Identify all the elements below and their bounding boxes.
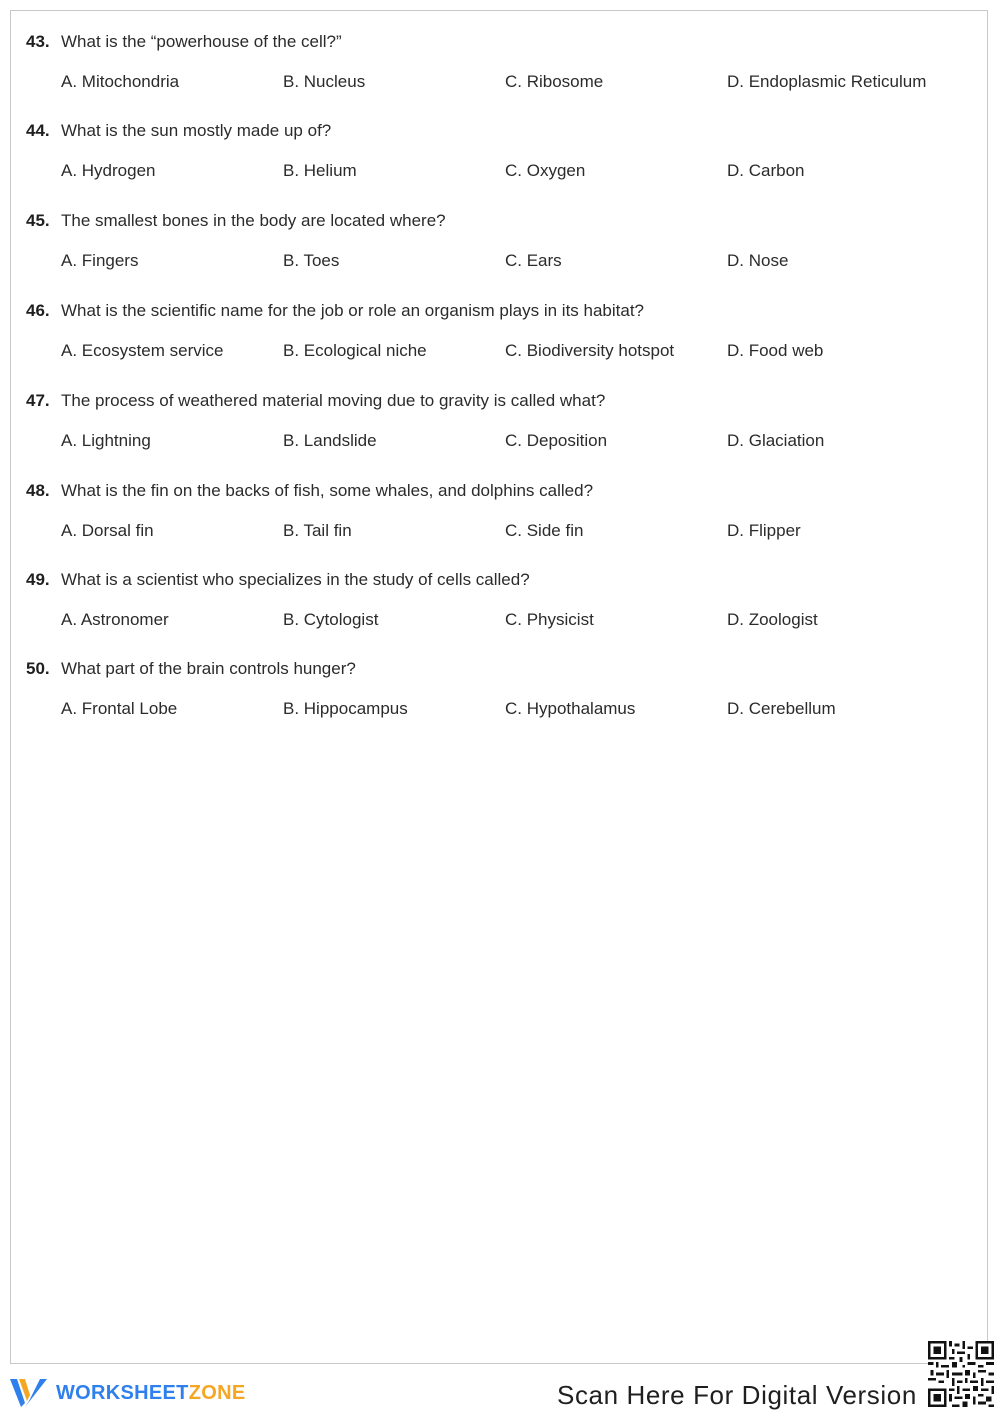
option-c: C. Physicist: [505, 610, 594, 629]
option-b: B. Ecological niche: [283, 341, 427, 360]
question-number: 45.: [26, 211, 50, 230]
option-a: A. Ecosystem service: [61, 341, 224, 360]
option-a: A. Frontal Lobe: [61, 699, 178, 718]
option-c: C. Ears: [505, 251, 562, 270]
question-line: [26, 658, 356, 680]
brand-logo[interactable]: [10, 1375, 245, 1411]
option-c: C. Side fin: [505, 521, 584, 540]
option-d: D. Food web: [727, 341, 824, 360]
question-44: [26, 120, 976, 200]
question-49: [26, 569, 976, 649]
question-line: [26, 31, 342, 53]
option-d: D. Glaciation: [727, 431, 825, 450]
brand-name: [56, 1377, 245, 1409]
option-c: C. Ribosome: [505, 72, 604, 91]
question-number: 47.: [26, 391, 50, 410]
option-a: A. Hydrogen: [61, 161, 156, 180]
question-line: [26, 390, 605, 412]
brand-name-part2: ZONE: [188, 1382, 246, 1404]
brand-name-part1: WORKSHEET: [56, 1382, 189, 1404]
question-text: What is the scientific name for the job or role an organism plays in its habitat?: [61, 301, 645, 320]
option-d: D. Zoologist: [727, 610, 818, 629]
question-line: [26, 480, 593, 502]
question-number: 49.: [26, 570, 50, 589]
option-b: B. Toes: [283, 251, 340, 270]
option-a: A. Dorsal fin: [61, 521, 154, 540]
question-number: 43.: [26, 32, 50, 51]
option-a: A. Astronomer: [61, 610, 169, 629]
option-c: C. Hypothalamus: [505, 699, 636, 718]
option-b: B. Nucleus: [283, 72, 366, 91]
option-a: A. Fingers: [61, 251, 139, 270]
option-b: B. Cytologist: [283, 610, 379, 629]
option-a: A. Lightning: [61, 431, 151, 450]
question-text: What is the fin on the backs of fish, some whales, and dolphins called?: [61, 481, 594, 500]
question-text: What is the “powerhouse of the cell?”: [61, 32, 342, 51]
option-d: D. Flipper: [727, 521, 801, 540]
question-text: The smallest bones in the body are located where?: [61, 211, 446, 230]
question-46: [26, 300, 976, 380]
option-b: B. Hippocampus: [283, 699, 408, 718]
option-a: A. Mitochondria: [61, 72, 180, 91]
question-47: [26, 390, 976, 470]
option-d: D. Carbon: [727, 161, 805, 180]
option-c: C. Deposition: [505, 431, 608, 450]
option-d: D. Endoplasmic Reticulum: [727, 72, 927, 91]
question-text: The process of weathered material moving due to gravity is called what?: [61, 391, 606, 410]
option-b: B. Landslide: [283, 431, 377, 450]
worksheet-zone-logo-icon: [10, 1377, 48, 1409]
question-number: 48.: [26, 481, 50, 500]
question-line: [26, 120, 331, 142]
qr-code-icon[interactable]: [928, 1341, 994, 1407]
scan-caption: Scan Here For Digital Version: [557, 1380, 917, 1410]
question-number: 46.: [26, 301, 50, 320]
option-b: B. Helium: [283, 161, 357, 180]
option-d: D. Cerebellum: [727, 699, 836, 718]
question-line: [26, 210, 446, 232]
option-d: D. Nose: [727, 251, 789, 270]
question-number: 44.: [26, 121, 50, 140]
option-c: C. Oxygen: [505, 161, 586, 180]
question-45: [26, 210, 976, 290]
question-line: [26, 300, 644, 322]
question-text: What part of the brain controls hunger?: [61, 659, 356, 678]
question-50: [26, 658, 976, 738]
option-c: C. Biodiversity hotspot: [505, 341, 675, 360]
question-text: What is the sun mostly made up of?: [61, 121, 332, 140]
option-b: B. Tail fin: [283, 521, 352, 540]
question-43: [26, 31, 976, 111]
question-48: [26, 480, 976, 560]
question-line: [26, 569, 530, 591]
question-number: 50.: [26, 659, 50, 678]
question-text: What is a scientist who specializes in the study of cells called?: [61, 570, 530, 589]
